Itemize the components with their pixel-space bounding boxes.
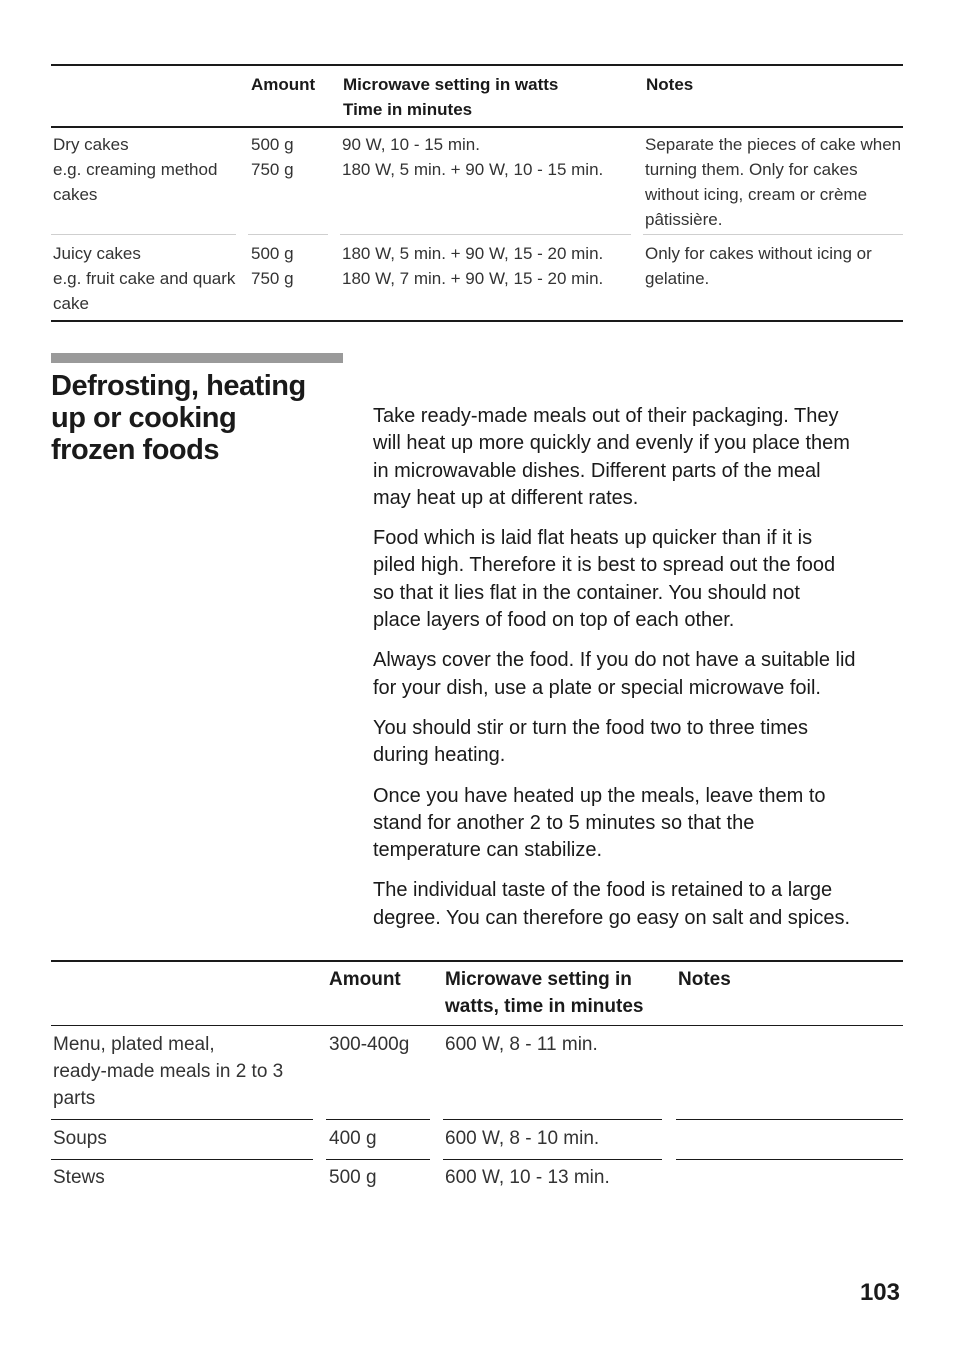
table-top-rule: [51, 64, 903, 66]
table-row-amount: 300-400g: [329, 1034, 410, 1055]
row-separator: [676, 1119, 903, 1120]
row-separator: [326, 1159, 430, 1160]
setting-line: 180 W, 5 min. + 90 W, 15 - 20 min.: [342, 244, 604, 263]
notes-line: Separate the pieces of cake when: [645, 135, 902, 154]
text-line: may heat up at different rates.: [373, 486, 639, 509]
item-line: parts: [53, 1088, 96, 1109]
item-line: e.g. fruit cake and quark: [53, 269, 236, 288]
item-line: cake: [53, 294, 89, 313]
paragraph: [373, 403, 908, 512]
table-row-setting: 600 W, 8 - 11 min.: [445, 1034, 598, 1055]
header-setting: [445, 966, 643, 1020]
header-setting-line2: Time in minutes: [343, 100, 473, 119]
header-setting-line2: watts, time in minutes: [445, 996, 644, 1017]
table-row-setting: 600 W, 8 - 10 min.: [445, 1128, 600, 1149]
paragraph: [373, 647, 908, 702]
table-row-amount: [251, 241, 294, 291]
setting-line: 180 W, 7 min. + 90 W, 15 - 20 min.: [342, 269, 604, 288]
table-row-setting: 600 W, 10 - 13 min.: [445, 1167, 610, 1188]
amount-line: 750 g: [251, 269, 294, 288]
notes-line: Only for cakes without icing or: [645, 244, 872, 263]
text-line: Always cover the food. If you do not have a suitable lid: [373, 649, 856, 672]
amount-line: 500 g: [251, 135, 294, 154]
table-bottom-rule: [51, 320, 903, 322]
table-row-item: [53, 1031, 283, 1112]
table-row-notes: [645, 132, 901, 232]
text-line: will heat up more quickly and evenly if you place them: [373, 432, 850, 455]
text-line: degree. You can therefore go easy on salt and spices.: [373, 906, 851, 929]
title-line: Defrosting, heating: [51, 370, 306, 402]
table-row-amount: 400 g: [329, 1128, 377, 1149]
row-separator: [443, 1119, 662, 1120]
item-line: cakes: [53, 185, 98, 204]
table-row-item: Soups: [53, 1128, 107, 1149]
item-line: Dry cakes: [53, 135, 129, 154]
table-top-rule: [51, 960, 903, 962]
amount-line: 500 g: [251, 244, 294, 263]
notes-line: pâtissière.: [645, 210, 723, 229]
header-setting-line1: Microwave setting in: [445, 969, 632, 990]
item-line: ready-made meals in 2 to 3: [53, 1061, 284, 1082]
text-line: temperature can stabilize.: [373, 839, 603, 862]
row-separator: [51, 1119, 313, 1120]
header-setting-line1: Microwave setting in watts: [343, 75, 559, 94]
text-line: during heating.: [373, 744, 506, 767]
header-notes: Notes: [678, 969, 731, 990]
text-line: stand for another 2 to 5 minutes so that the: [373, 811, 755, 834]
row-separator: [340, 234, 631, 235]
row-separator: [51, 1159, 313, 1160]
notes-line: gelatine.: [645, 269, 710, 288]
table-row-amount: [251, 132, 294, 182]
header-notes: Notes: [646, 75, 694, 94]
paragraph: [373, 525, 908, 634]
table-row-item: [53, 241, 235, 316]
item-line: Menu, plated meal,: [53, 1034, 215, 1055]
row-separator: [643, 234, 903, 235]
header-amount: Amount: [251, 75, 316, 94]
header-setting: [343, 72, 558, 122]
text-line: You should stir or turn the food two to three times: [373, 716, 809, 739]
table-row-setting: [342, 132, 603, 182]
paragraph: [373, 877, 908, 932]
section-body: [373, 403, 908, 945]
section-accent-bar: [51, 353, 343, 363]
notes-line: turning them. Only for cakes: [645, 160, 858, 179]
item-line: Juicy cakes: [53, 244, 141, 263]
text-line: The individual taste of the food is retained to a large: [373, 879, 833, 902]
text-line: so that it lies flat in the container. You should not: [373, 581, 800, 604]
table-row-amount: 500 g: [329, 1167, 377, 1188]
paragraph: [373, 715, 908, 770]
setting-line: 90 W, 10 - 15 min.: [342, 135, 480, 154]
table-row-item: [53, 132, 217, 207]
paragraph: [373, 783, 908, 865]
setting-line: 180 W, 5 min. + 90 W, 10 - 15 min.: [342, 160, 604, 179]
amount-line: 750 g: [251, 160, 294, 179]
table-header-rule: [51, 126, 903, 128]
text-line: Once you have heated up the meals, leave them to: [373, 784, 826, 807]
text-line: place layers of food on top of each other.: [373, 609, 735, 632]
item-line: e.g. creaming method: [53, 160, 218, 179]
text-line: piled high. Therefore it is best to spread out the food: [373, 554, 836, 577]
text-line: Food which is laid flat heats up quicker than if it is: [373, 527, 813, 550]
row-separator: [326, 1119, 430, 1120]
header-amount: Amount: [329, 969, 401, 990]
page-number: 103: [859, 1279, 900, 1306]
title-line: frozen foods: [51, 434, 219, 466]
section-title: [51, 370, 351, 466]
row-separator: [51, 234, 236, 235]
text-line: in microwavable dishes. Different parts of the meal: [373, 459, 821, 482]
notes-line: without icing, cream or crème: [645, 185, 868, 204]
row-separator: [443, 1159, 662, 1160]
table-header-rule: [51, 1025, 903, 1026]
text-line: Take ready-made meals out of their packaging. They: [373, 405, 839, 427]
row-separator: [676, 1159, 903, 1160]
table-row-setting: [342, 241, 603, 291]
title-line: up or cooking: [51, 402, 237, 434]
table-row-item: Stews: [53, 1167, 105, 1188]
table-row-notes: [645, 241, 872, 291]
text-line: for your dish, use a plate or special microwave foil.: [373, 676, 821, 699]
row-separator: [248, 234, 328, 235]
